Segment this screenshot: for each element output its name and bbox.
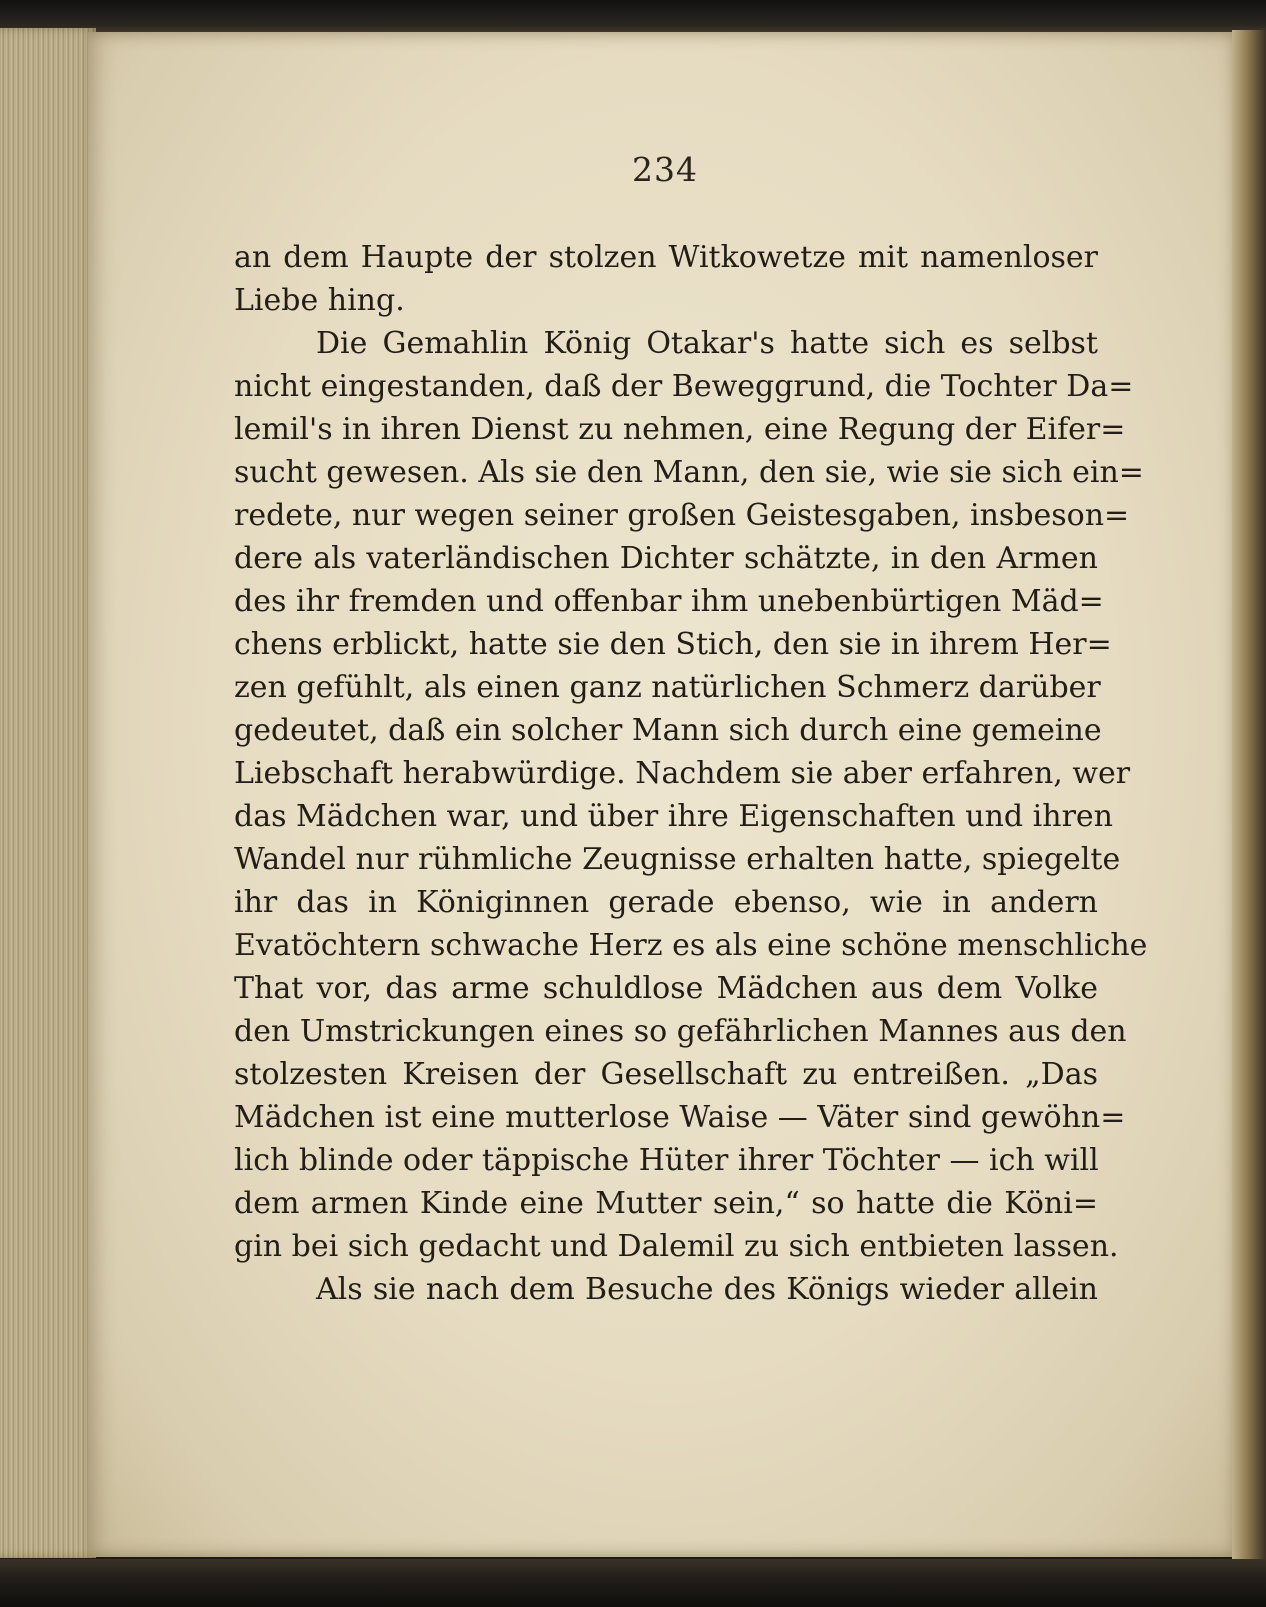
text-line: das Mädchen war, und über ihre Eigenschaften und ihren: [234, 799, 1113, 834]
text-line: des ihr fremden und offenbar ihm unebenbürtigen Mäd=: [234, 584, 1104, 619]
text-line: zen gefühlt, als einen ganz natürlichen Schmerz darüber: [234, 670, 1101, 705]
text-line: Liebschaft herabwürdige. Nachdem sie aber erfahren, wer: [234, 756, 1131, 791]
text-line: Die Gemahlin König Otakar's hatte sich es selbst: [316, 326, 1098, 361]
text-line: stolzesten Kreisen der Gesellschaft zu entreißen. „Das: [234, 1057, 1098, 1092]
text-line: sucht gewesen. Als sie den Mann, den sie, wie sie sich ein=: [234, 455, 1144, 490]
text-line: gedeutet, daß ein solcher Mann sich durch eine gemeine: [234, 713, 1102, 748]
text-line: gin bei sich gedacht und Dalemil zu sich entbieten lassen.: [234, 1229, 1119, 1264]
text-line: lich blinde oder täppische Hüter ihrer Töchter — ich will: [234, 1143, 1099, 1178]
scan-top-border: [0, 0, 1266, 36]
book-page-edges: [0, 28, 96, 1558]
text-line: chens erblickt, hatte sie den Stich, den sie in ihrem Her=: [234, 627, 1112, 662]
text-line: Liebe hing.: [234, 283, 405, 318]
text-line: dere als vaterländischen Dichter schätzte, in den Armen: [234, 541, 1098, 576]
text-line: Mädchen ist eine mutterlose Waise — Väter sind gewöhn=: [234, 1100, 1126, 1135]
body-text: [234, 236, 1148, 1311]
text-line: That vor, das arme schuldlose Mädchen aus dem Volke: [234, 971, 1098, 1006]
text-line: Evatöchtern schwache Herz es als eine schöne menschliche: [234, 928, 1148, 963]
text-line: redete, nur wegen seiner großen Geistesgaben, insbeson=: [234, 498, 1130, 533]
text-line: ihr das in Königinnen gerade ebenso, wie in andern: [234, 885, 1098, 920]
text-line: an dem Haupte der stolzen Witkowetze mit namenloser: [234, 240, 1098, 275]
text-line: den Umstrickungen eines so gefährlichen Mannes aus den: [234, 1014, 1127, 1049]
text-line: Wandel nur rühmliche Zeugnisse erhalten hatte, spiegelte: [234, 842, 1121, 877]
text-line: Als sie nach dem Besuche des Königs wieder allein: [316, 1272, 1098, 1307]
text-line: lemil's in ihren Dienst zu nehmen, eine Regung der Eifer=: [234, 412, 1126, 447]
book-right-edge: [1232, 30, 1266, 1560]
page-number: 234: [632, 150, 698, 189]
scan-bottom-border: [0, 1559, 1266, 1607]
text-line: nicht eingestanden, daß der Beweggrund, die Tochter Da=: [234, 369, 1134, 404]
text-line: dem armen Kinde eine Mutter sein,“ so hatte die Köni=: [234, 1186, 1098, 1221]
